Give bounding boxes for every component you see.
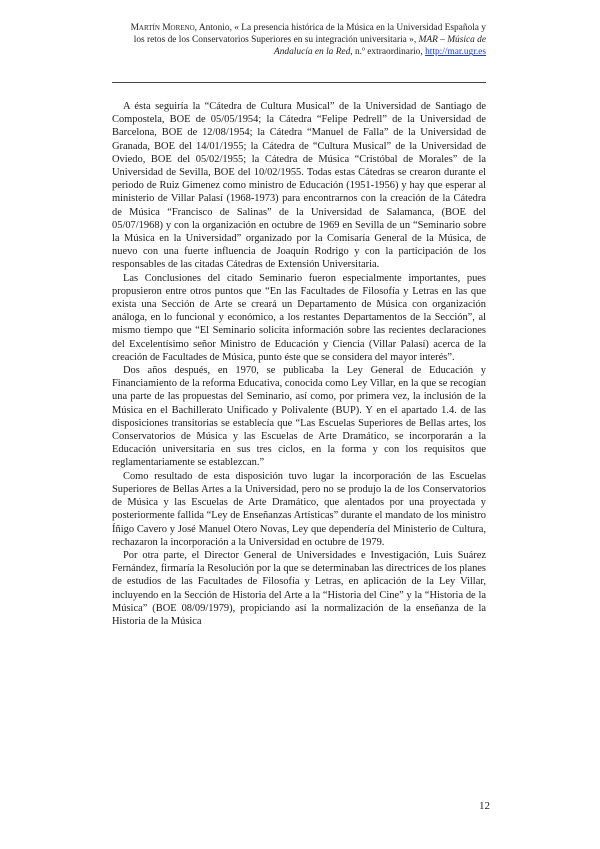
header-link[interactable]: http://mar.ugr.es (425, 47, 486, 58)
paragraph: Las Conclusiones del citado Seminario fueron especialmente importantes, pues propusieron entre otros puntos que “En las Facultades de Filosofía y Letras en las que exista una Sección de Arte se creará un Departamento de Música con organización análoga, en lo funcional y económico, a los restantes Departamentos de la Sección”, al mismo tiempo que “El Seminario solicita información sobre las recientes declaraciones del Excelentísimo señor Ministro de Educación y Ciencia (Villar Palasí) acerca de la creación de Facultades de Música, punto éste que se considera del mayor interés”. (112, 272, 486, 363)
header-divider (112, 82, 486, 83)
running-header (95, 22, 486, 59)
header-issue: , n.º extraordinario, (350, 47, 426, 58)
body-text (112, 100, 486, 628)
paragraph: A ésta seguiría la “Cátedra de Cultura Musical” de la Universidad de Santiago de Compostela, BOE de 05/05/1954; la Cátedra “Felipe Pedrell” de la Universidad de Barcelona, BOE de 12/08/1954; la Cátedra “Manuel de Falla” de la Universidad de Granada, BOE del 14/01/1955; la Cátedra de “Cultura Musical” de la Universidad de Oviedo, BOE del 05/02/1955; la Cátedra de Música “Cristóbal de Morales” de la Universidad de Sevilla, BOE del 10/02/1955. Todas estas Cátedras se crearon durante el periodo de Ruiz Gimenez como ministro de Educación (1951-1956) y hay que esperar al ministerio de Villar Palasí (1968-1973) para encontrarnos con la creación de la Cátedra de Música “Francisco de Salinas” de la Universidad de Salamanca, (BOE del 05/07/1968) y con la organización en octubre de 1969 en Sevilla de un “Seminario sobre la Música en la Universidad” organizado por la Comisaría General de la Música, de nuevo con una fuerte influencia de Joaquín Rodrigo y con la participación de los responsables de las citadas Cátedras de Extensión Universitaria. (112, 101, 486, 271)
header-journal: MAR – Música de Andalucía en la Red (274, 35, 486, 58)
paragraph: Como resultado de esta disposición tuvo lugar la incorporación de las Escuelas Superiores de Bellas Artes a la Universidad, pero no se produjo la de los Conservatorios de Música y las Escuelas de Arte Dramático, que alentados por una proyectada y posteriormente fallida “Ley de Enseñanzas Artísticas” durante el mandato de los ministro Íñigo Cavero y José Manuel Otero Novas, Ley que dependería del Ministerio de Cultura, rechazaron la incorporación a la Universidad en octubre de 1979. (112, 470, 486, 548)
paragraph: Dos años después, en 1970, se publicaba la Ley General de Educación y Financiamiento de la reforma Educativa, conocida como Ley Villar, en la que se recogían una parte de las propuestas del Seminario, así como, por primera vez, la inclusión de la Música en el Bachillerato Unificado y Polivalente (BUP). Y en el apartado 1.4. de las disposiciones transitorias se establecía que “Las Escuelas Superiores de Bellas artes, los Conservatorios de Música y las Escuelas de Arte Dramático, se incorporarán a la Educación universitaria en sus tres ciclos, en la forma y con los requisitos que reglamentariamente se establezcan.” (112, 365, 486, 469)
header-citation-line1: , Antonio, « La presencia histórica de la Música en la Universidad Española y (194, 23, 486, 33)
header-citation-line2: los retos de los Conservatorios Superiores en su integración universitaria », (133, 35, 419, 46)
page-number: 12 (479, 800, 490, 812)
header-author: Martín Moreno (130, 23, 195, 33)
paragraph: Por otra parte, el Director General de Universidades e Investigación, Luis Suárez Fernández, firmaría la Resolución por la que se determinaban las directrices de los planes de estudios de las Facultades de Filosofía y Letras, en aplicación de la Ley Villar, incluyendo en la Sección de Historia del Arte a la “Historia del Cine” y la “Historia de la Música” (BOE 08/09/1979), propiciando así la normalización de la enseñanza de la Historia de la Música (112, 549, 486, 627)
